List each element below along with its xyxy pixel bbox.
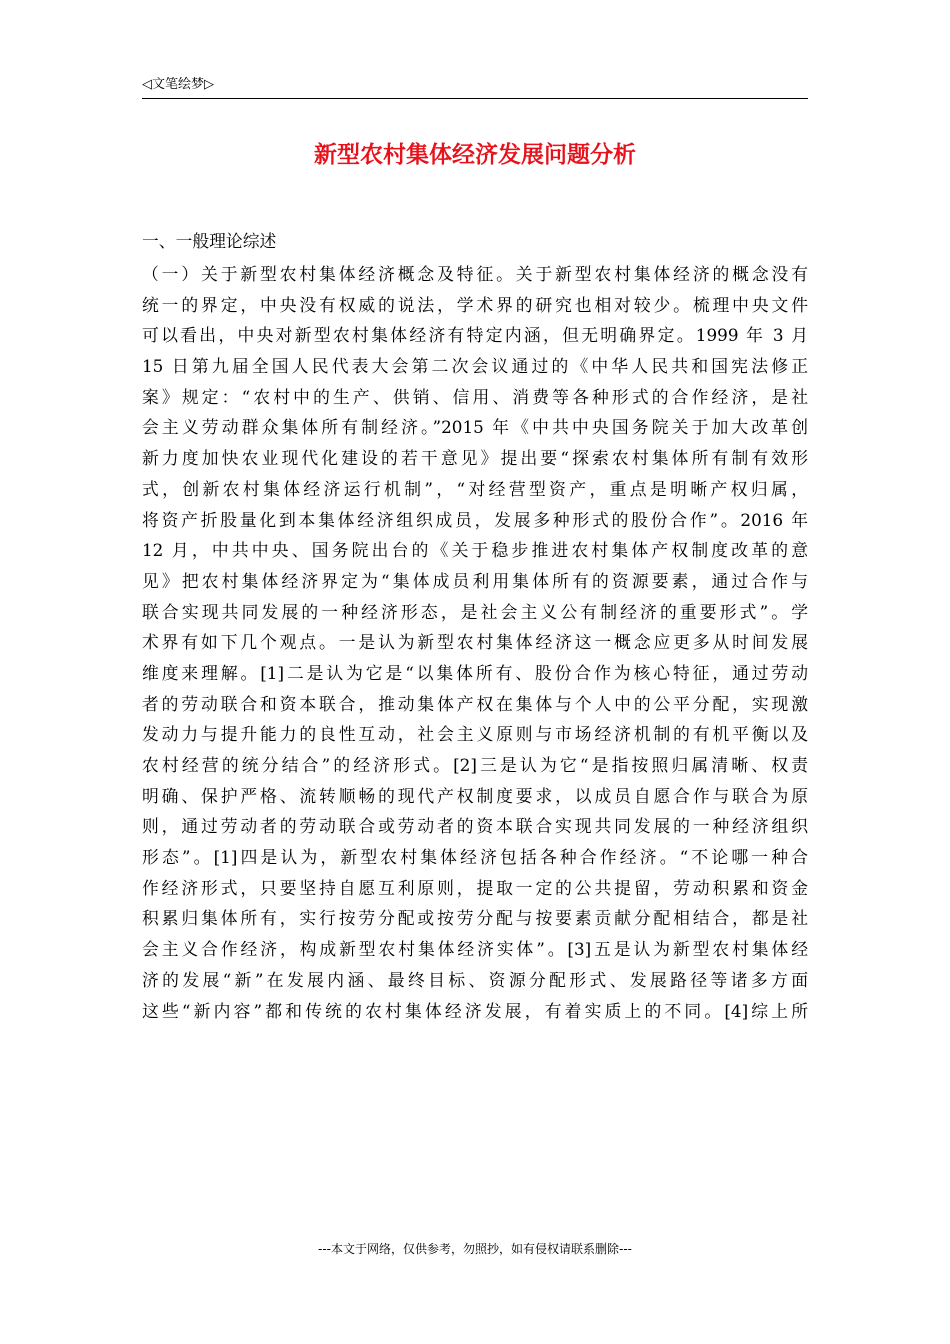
paragraph-line: 这些“新内容”都和传统的农村集体经济发展，有着实质上的不同。[4]综上所 — [142, 1000, 808, 1021]
header-brand-label: ◁文笔绘梦▷ — [142, 77, 214, 92]
paragraph-line: 15 日第九届全国人民代表大会第二次会议通过的《中华人民共和国宪法修正 — [142, 356, 808, 377]
header-divider — [142, 98, 808, 99]
paragraph-line: 12 月，中共中央、国务院出台的《关于稳步推进农村集体产权制度改革的意 — [142, 540, 808, 561]
paragraph-line: （一）关于新型农村集体经济概念及特征。关于新型农村集体经济的概念没有 — [142, 264, 808, 284]
paragraph-line: 会主义劳动群众集体所有制经济。”2015 年《中共中央国务院关于加大改革创 — [142, 417, 808, 438]
paragraph-line: 农村经营的统分结合”的经济形式。[2]三是认为它“是指按照归属清晰、权责 — [142, 755, 808, 775]
paragraph-line: 形态”。[1]四是认为，新型农村集体经济包括各种合作经济。“不论哪一种合 — [142, 847, 808, 868]
paragraph-line: 联合实现共同发展的一种经济形态，是社会主义公有制经济的重要形式”。学 — [142, 601, 808, 622]
paragraph-line: 明确、保护严格、流转顺畅的现代产权制度要求，以成员自愿合作与联合为原 — [142, 785, 808, 806]
paragraph-line: 见》把农村集体经济界定为“集体成员利用集体所有的资源要素，通过合作与 — [142, 570, 808, 591]
paragraph-line: 发动力与提升能力的良性互动，社会主义原则与市场经济机制的有机平衡以及 — [142, 724, 808, 745]
paragraph-line: 将资产折股量化到本集体经济组织成员，发展多种形式的股份合作”。2016 年 — [142, 509, 808, 530]
paragraph-line: 术界有如下几个观点。一是认为新型农村集体经济这一概念应更多从时间发展 — [142, 632, 808, 653]
paragraph-line: 作经济形式，只要坚持自愿互利原则，提取一定的公共提留，劳动积累和资金 — [142, 877, 808, 898]
paragraph-line: 会主义合作经济，构成新型农村集体经济实体”。[3]五是认为新型农村集体经 — [142, 939, 808, 960]
paragraph-line: 可以看出，中央对新型农村集体经济有特定内涵，但无明确界定。1999 年 3 月 — [142, 325, 808, 346]
paragraph-line: 者的劳动联合和资本联合，推动集体产权在集体与个人中的公平分配，实现激 — [142, 693, 808, 714]
paragraph-line: 则，通过劳动者的劳动联合或劳动者的资本联合实现共同发展的一种经济组织 — [142, 816, 808, 837]
paragraph-line: 维度来理解。[1]二是认为它是“以集体所有、股份合作为核心特征，通过劳动 — [142, 662, 808, 683]
paragraph-line: 案》规定：“农村中的生产、供销、信用、消费等各种形式的合作经济，是社 — [142, 386, 808, 407]
paragraph-line: 新力度加快农业现代化建设的若干意见》提出要“探索农村集体所有制有效形 — [142, 448, 808, 469]
section-heading: 一、一般理论综述 — [142, 231, 277, 251]
body-paragraph — [142, 259, 808, 1026]
paragraph-line: 统一的界定，中央没有权威的说法，学术界的研究也相对较少。梳理中央文件 — [142, 294, 808, 315]
paragraph-line: 式，创新农村集体经济运行机制”，“对经营型资产，重点是明晰产权归属， — [142, 478, 808, 499]
paragraph-line: 济的发展“新”在发展内涵、最终目标、资源分配形式、发展路径等诸多方面 — [142, 969, 808, 990]
page-header — [142, 74, 808, 98]
page-footer-notice: ---本文于网络，仅供参考，勿照抄，如有侵权请联系删除--- — [318, 1242, 632, 1256]
document-title: 新型农村集体经济发展问题分析 — [314, 142, 636, 168]
paragraph-line: 积累归集体所有，实行按劳分配或按劳分配与按要素贡献分配相结合，都是社 — [142, 908, 808, 929]
